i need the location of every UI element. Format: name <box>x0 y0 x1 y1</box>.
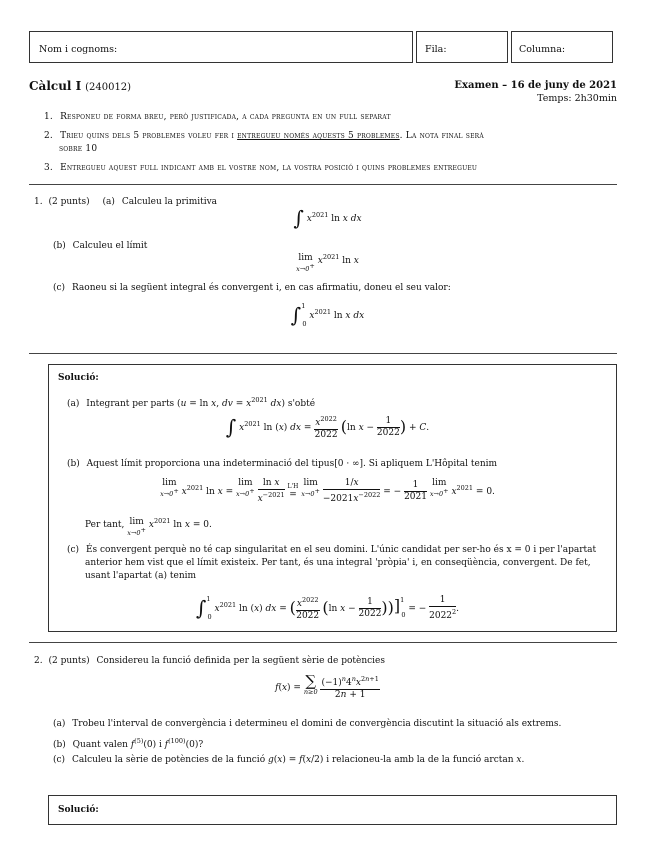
problem-1c: (c) Raoneu si la següent integral és convergent i, en cas afirmatiu, doneu el seu valor: <box>53 283 451 293</box>
problem-2-header: 2. (2 punts) Considereu la funció definida per la següent sèrie de potències <box>34 656 385 666</box>
course-title <box>29 79 131 93</box>
problem-2b: (b) Quant valen $f^{(5)}(0)$ i $f^{(100)}(0)$? <box>53 737 204 750</box>
solution-1b: (b) Aquest límit proporciona una indeterminació del tipus[0 · ∞]. Si apliquem L'Hôpital tenim <box>67 459 498 469</box>
divider-p2 <box>29 642 617 643</box>
name-box[interactable] <box>29 31 413 63</box>
instruction-2: 2. Trieu quins dels 5 problemes voleu fer i entregueu només aquests 5 problemes. La nota final serà <box>44 131 484 141</box>
solution-1a: (a) Integrant per parts (u = ln x, dv = $x^{2021}$ dx) s'obté <box>67 396 316 409</box>
solution-2-title: Solució: <box>58 805 99 815</box>
column-box[interactable] <box>511 31 613 63</box>
row-label: Fila: <box>425 44 447 55</box>
divider-p1 <box>29 353 617 354</box>
name-label: Nom i cognoms: <box>39 44 118 55</box>
lhopital-label: L'H <box>287 482 299 490</box>
course-name: Càlcul I <box>29 79 82 93</box>
row-box[interactable] <box>416 31 508 63</box>
formula-1a: ∫ $x^{2021}$ ln x dx <box>293 206 362 230</box>
formula-1c: ∫$^1_0$ $x^{2021}$ ln x dx <box>290 302 365 328</box>
exam-time: Temps: 2h30min <box>537 93 617 104</box>
instruction-3: 3. Entregueu aquest full indicant amb el vostre nom, la vostra posició i quins problemes entregueu <box>44 163 478 173</box>
course-code: (240012) <box>85 82 132 93</box>
underlined-instruction: entregueu només aquests 5 problemes <box>237 131 400 141</box>
instruction-2-cont: sobre 10 <box>59 144 98 154</box>
formula-sol-1c: ∫$^1_0$ $x^{2021}$ ln (x) dx = ( $\frac{x^{2022}}{2022}$ (ln x − $\frac{1}{2022}$ ))]$^1_0$ = − $\frac{1}{2022^2}$ . <box>195 595 460 621</box>
exam-date: Examen – 16 de juny de 2021 <box>454 80 617 91</box>
instruction-1: 1. Responeu de forma breu, però justificada, a cada pregunta en un full separat <box>44 112 391 122</box>
solution-1c: (c) És convergent perquè no té cap singularitat en el seu domini. L'únic candidat per ser-ho és x = 0 i per l'apartat <box>67 545 597 555</box>
solution-2-box <box>48 795 617 825</box>
problem-2a: (a) Trobeu l'interval de convergència i determineu el domini de convergència discutint la situació als extrems. <box>53 719 562 729</box>
problem-1b: (b) Calculeu el límit <box>53 241 148 251</box>
formula-sol-1b: lim x→0+ $x^{2021}$ ln x = lim x→0+ $\frac{\text{ln x}}{x^{-2021}}$ L'H = lim x→0+ $\frac{1/x}{-2021x^{-2022}}$ = − $\frac{1}{2021}$ lim x→0+ $x^{2021} = 0$. <box>160 478 495 504</box>
formula-sol-1a: ∫ $x^{2021}$ ln (x) dx = $\frac{x^{2022}}{2022}$ (ln x − $\frac{1}{2022}$ ) + C. <box>225 415 430 440</box>
solution-1b-conclusion: Per tant, lim x→0+ $x^{2021}$ ln x = 0. <box>85 517 212 538</box>
problem-2c: (c) Calculeu la sèrie de potències de la funció g(x) = f(x/2) i relacioneu-la amb la de la funció arctan x. <box>53 755 525 765</box>
solution-1c-line2: anterior hem vist que el límit existeix. Per tant, és una integral 'pròpia' i, en conseqüència, convergent. De fet, <box>85 558 591 568</box>
solution-1c-line3: usant l'apartat (a) tenim <box>85 571 197 581</box>
solution-1-title: Solució: <box>58 373 99 383</box>
column-label: Columna: <box>519 44 566 55</box>
formula-2: f(x) = ∑ n≥0 $\frac{(-1)^n4^nx^{2n+1}}{2n + 1}$ <box>275 672 379 700</box>
formula-1b: lim x→0+ $x^{2021}$ ln x <box>296 253 359 274</box>
divider-top <box>29 184 617 185</box>
problem-1-header: 1. (2 punts) (a) Calculeu la primitiva <box>34 197 218 207</box>
